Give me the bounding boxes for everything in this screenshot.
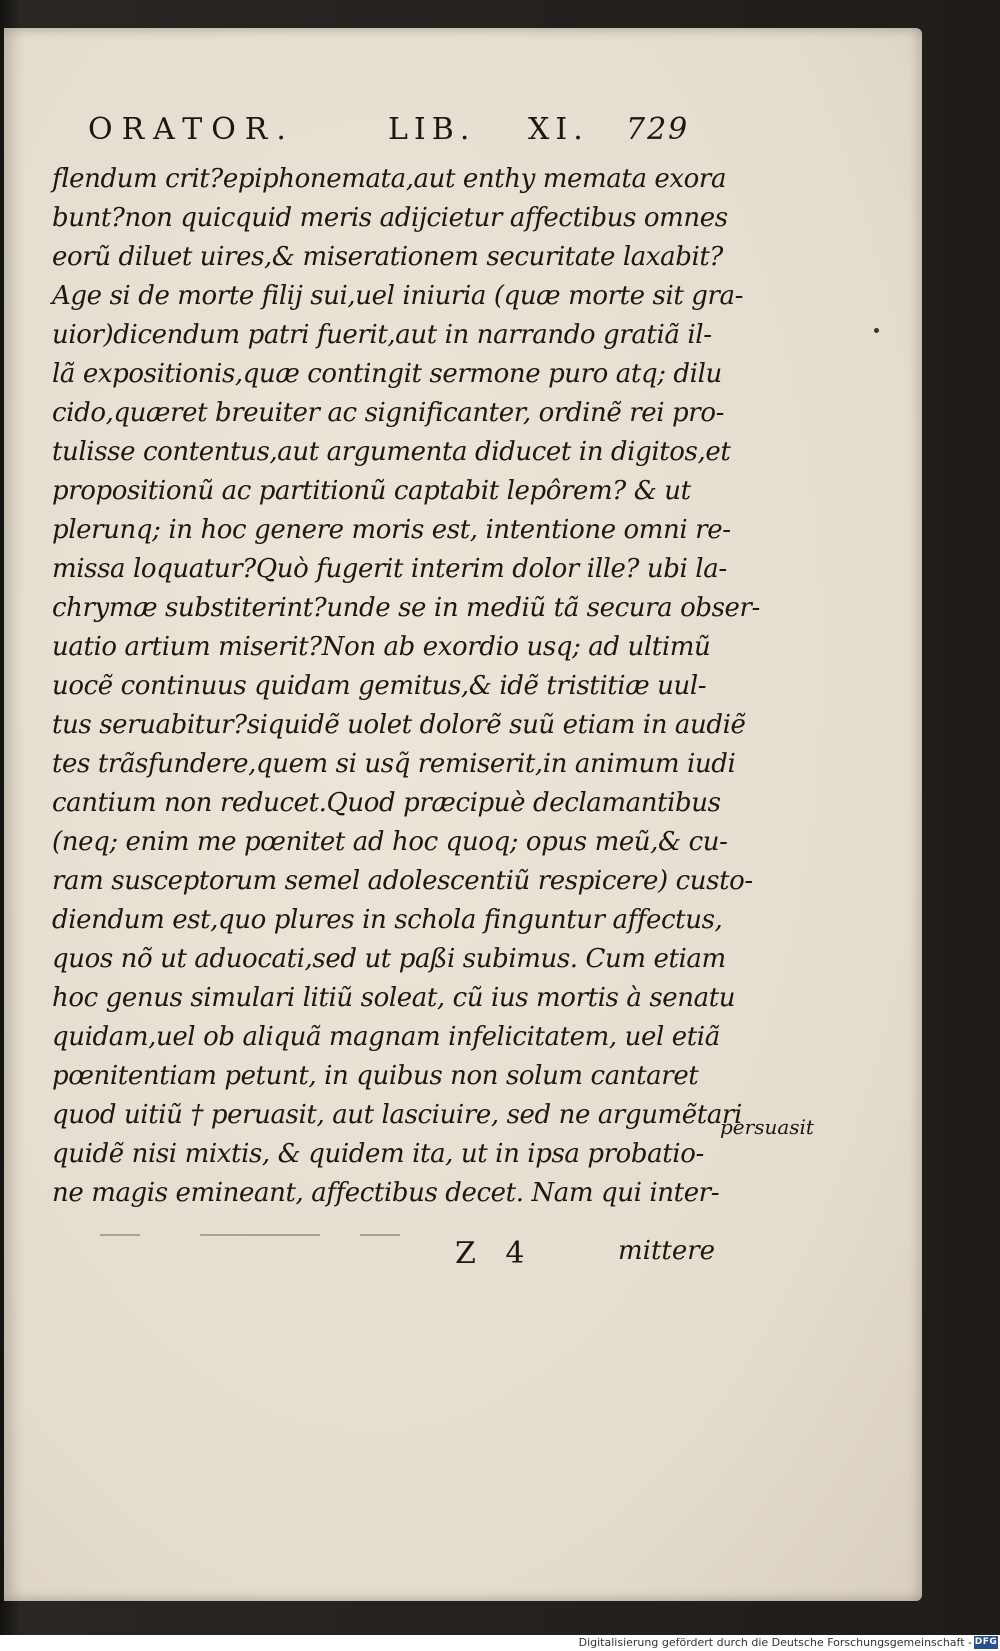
bottom-rule [360, 1234, 400, 1236]
text-line: eorũ diluet uires,& miserationem securitate laxabit? [52, 242, 723, 272]
text-line: hoc genus simulari litiũ soleat, cũ ius mortis à senatu [52, 983, 736, 1013]
text-line: quod uitiũ † peruasit, aut lasciuire, sed ne argumẽtari [52, 1100, 742, 1130]
digitization-credit: Digitalisierung gefördert durch die Deutsche Forschungsgemeinschaft - [578, 1636, 972, 1649]
text-line: propositionũ ac partitionũ captabit lepôrem? & ut [52, 476, 691, 506]
text-line: tes trãsfundere,quem si usq̃ remiserit,in animum iudi [52, 749, 736, 779]
running-head [88, 112, 708, 152]
bottom-rule [100, 1234, 140, 1236]
text-line: Age si de morte filij sui,uel iniuria (quæ morte sit gra- [52, 281, 744, 311]
text-line: quos nõ ut aduocati,sed ut paßi subimus. Cum etiam [52, 944, 726, 974]
text-line: uatio artium miserit?Non ab exordio usq; ad ultimũ [52, 632, 711, 662]
text-line: missa loquatur?Quò fugerit interim dolor ille? ubi la- [52, 554, 727, 584]
text-line: ne magis emineant, affectibus decet. Nam qui inter- [52, 1178, 720, 1208]
text-line: cido,quæret breuiter ac significanter, ordinẽ rei pro- [52, 398, 724, 428]
text-line: chrymæ substiterint?unde se in mediũ tã secura obser- [52, 593, 760, 623]
text-line: quidam,uel ob aliquã magnam infelicitatem, uel etiã [52, 1022, 720, 1052]
text-line: bunt?non quicquid meris adijcietur affectibus omnes [52, 203, 728, 233]
running-head-book-number: XI. [528, 112, 589, 147]
text-line: (neq; enim me pœnitet ad hoc quoq; opus meũ,& cu- [52, 827, 728, 857]
signature-mark: Z 4 [455, 1236, 535, 1271]
catchword: mittere [618, 1236, 716, 1266]
text-line: quidẽ nisi mixtis, & quidem ita, ut in ipsa probatio- [52, 1139, 704, 1169]
paper-speck [874, 328, 879, 333]
text-line: uior)dicendum patri fuerit,aut in narrando gratiã il- [52, 320, 712, 350]
folio-number: 729 [626, 112, 690, 147]
dfg-logo: DFG [974, 1637, 998, 1647]
bottom-rule [200, 1234, 320, 1236]
text-line: diendum est,quo plures in schola finguntur affectus, [52, 905, 723, 935]
text-line: ram susceptorum semel adolescentiũ respicere) custo- [52, 866, 753, 896]
text-line: tulisse contentus,aut argumenta diducet in digitos,et [52, 437, 731, 467]
text-line: uocẽ continuus quidam gemitus,& idẽ tristitiæ uul- [52, 671, 707, 701]
running-head-lib: LIB. [388, 112, 476, 147]
text-line: cantium non reducet.Quod præcipuè declamantibus [52, 788, 721, 818]
running-head-title: ORATOR. [88, 112, 295, 147]
text-line: plerunq; in hoc genere moris est, intentione omni re- [52, 515, 731, 545]
text-line: lã expositionis,quæ contingit sermone puro atq; dilu [52, 359, 722, 389]
text-line: flendum crit?epiphonemata,aut enthy memata exora [52, 164, 727, 194]
marginal-note: persuasit [720, 1115, 814, 1139]
body-text-block [52, 160, 760, 1213]
text-line: pœnitentiam petunt, in quibus non solum cantaret [52, 1061, 699, 1091]
text-line: tus seruabitur?siquidẽ uolet dolorẽ suũ etiam in audiẽ [52, 710, 746, 740]
